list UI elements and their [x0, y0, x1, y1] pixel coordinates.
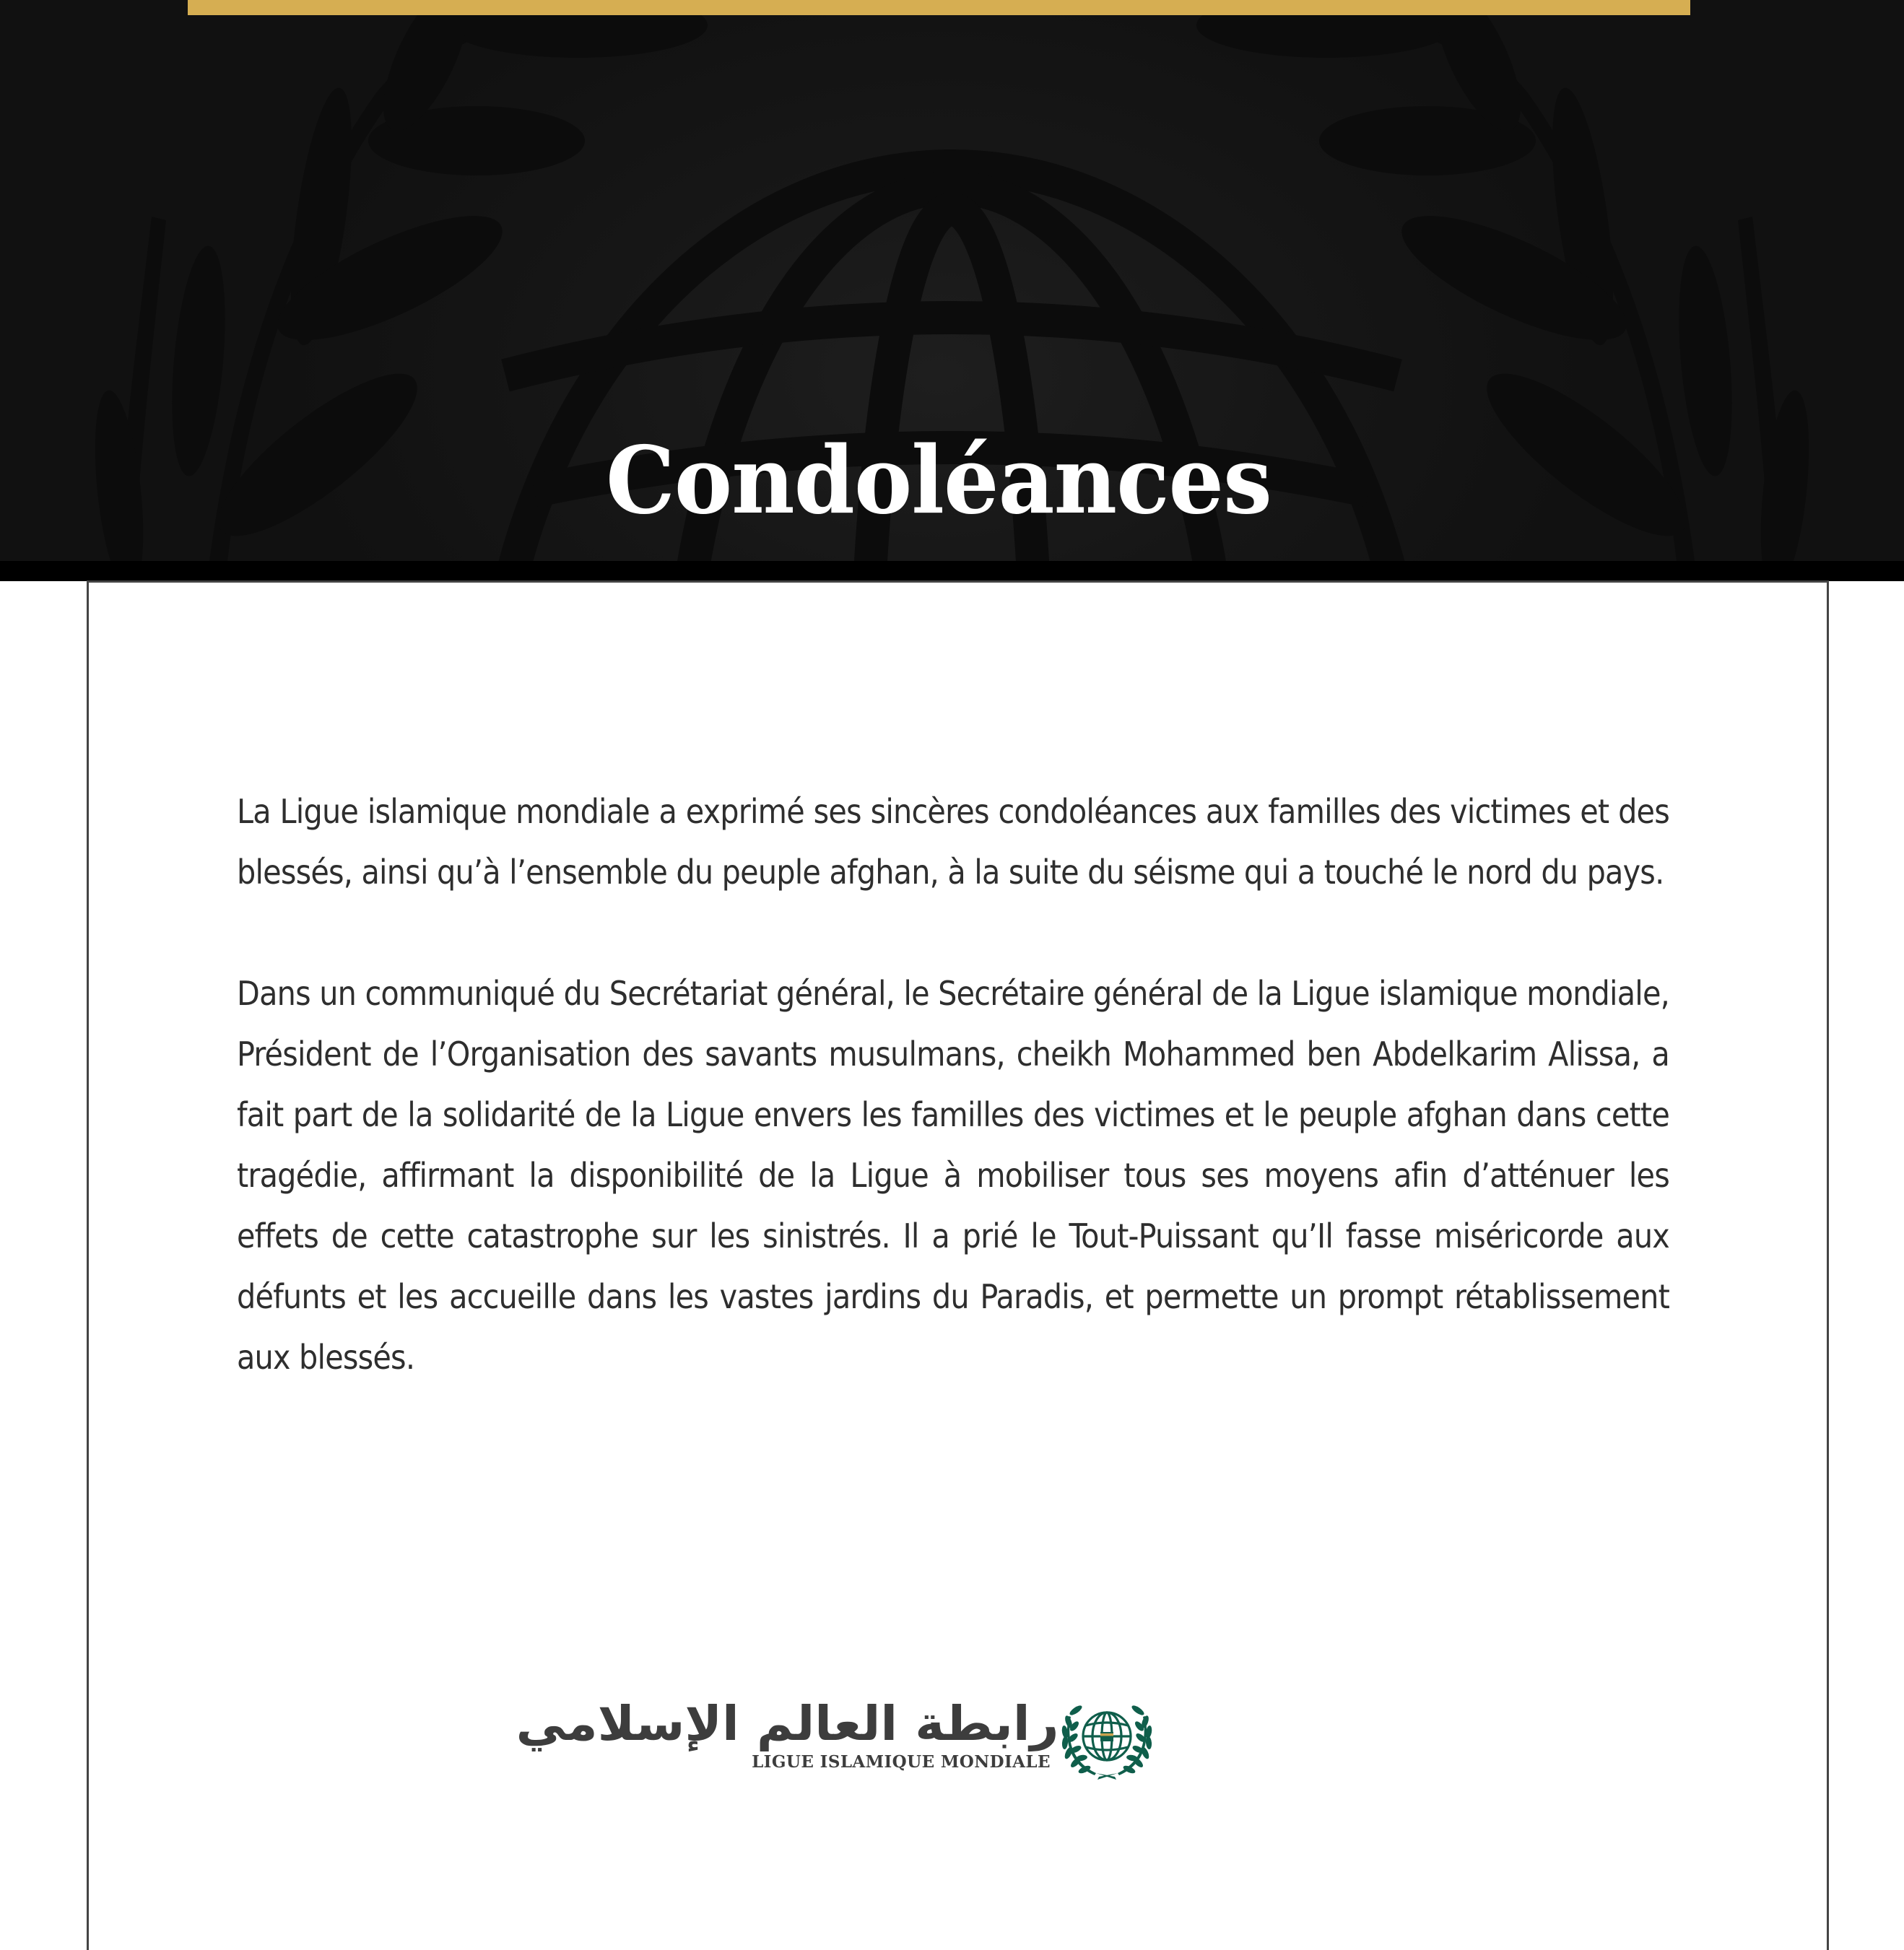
logo-arabic-name: رابطة العالم الإسلامي — [516, 1696, 1059, 1751]
logo-latin-name: LIGUE ISLAMIQUE MONDIALE — [752, 1752, 1051, 1772]
header-bottom-band — [0, 561, 1904, 581]
paragraph-2: Dans un communiqué du Secrétariat général, le Secrétaire général de la Ligue islamique mondiale, Président de l’Organisation des savants musulmans, cheikh Mohammed ben Abdelkarim Alissa, a fait part de la solidarité de la Ligue envers les familles des victimes et le peuple afghan dans cette tragédie, affirmant la disponibilité de la Ligue à mobiliser tous ses moyens afin d’atténuer les effets de cette catastrophe sur les sinistrés. Il a prié le Tout-Puissant qu’Il fasse miséricorde aux défunts et les accueille dans les vastes jardins du Paradis, et permette un prompt rétablissement aux blessés. — [237, 974, 1669, 1377]
globe-laurel-emblem-icon — [1054, 1700, 1160, 1780]
gold-accent-bar — [188, 0, 1690, 15]
article-body — [237, 781, 1669, 1388]
page-title: Condoléances — [606, 427, 1271, 535]
paragraph-1: La Ligue islamique mondiale a exprimé ses sincères condoléances aux familles des victimes et des blessés, ainsi qu’à l’ensemble du peuple afghan, à la suite du séisme qui a touché le nord du pays. — [237, 792, 1669, 892]
header-banner — [0, 0, 1904, 581]
organization-logo — [516, 1696, 1162, 1783]
